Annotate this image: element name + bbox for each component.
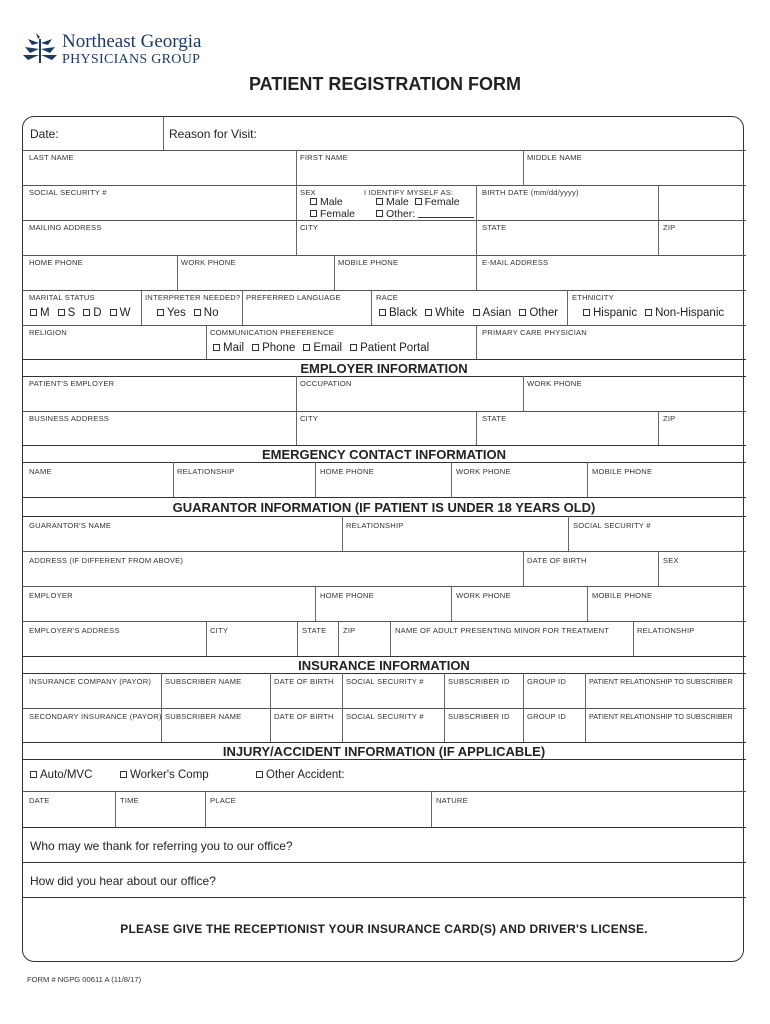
row-divider bbox=[22, 862, 746, 863]
business-address-field[interactable]: BUSINESS ADDRESS bbox=[29, 414, 110, 423]
col-divider bbox=[587, 462, 588, 497]
guarantor-ssn-field[interactable]: SOCIAL SECURITY # bbox=[573, 521, 651, 530]
date-field[interactable]: Date: bbox=[30, 127, 59, 141]
col-divider bbox=[568, 516, 569, 551]
identify-other-option[interactable]: Other: bbox=[376, 208, 474, 220]
col-divider bbox=[206, 621, 207, 656]
marital-status-label: MARITAL STATUS bbox=[29, 293, 95, 302]
col-divider bbox=[431, 791, 432, 827]
primary-care-field[interactable]: PRIMARY CARE PHYSICIAN bbox=[482, 328, 587, 337]
ethnicity-options[interactable]: Hispanic Non-Hispanic bbox=[583, 307, 724, 319]
col-divider bbox=[115, 791, 116, 827]
row-divider bbox=[22, 462, 746, 463]
col-divider bbox=[141, 290, 142, 325]
injury-option-workers-comp[interactable]: Worker's Comp bbox=[120, 769, 209, 781]
col-divider bbox=[315, 586, 316, 621]
injury-nature-field[interactable]: NATURE bbox=[436, 796, 468, 805]
row-divider bbox=[22, 376, 746, 377]
group-id-field[interactable]: GROUP ID bbox=[527, 677, 567, 686]
col-divider bbox=[163, 117, 164, 150]
hear-about-question[interactable]: How did you hear about our office? bbox=[30, 874, 216, 888]
zip-field[interactable]: ZIP bbox=[663, 223, 676, 232]
col-divider bbox=[242, 290, 243, 325]
col-divider bbox=[476, 325, 477, 359]
subscriber-ssn-field[interactable]: SOCIAL SECURITY # bbox=[346, 677, 424, 686]
col-divider bbox=[338, 621, 339, 656]
logo-subtitle: PHYSICIANS GROUP bbox=[62, 52, 201, 67]
col-divider bbox=[476, 255, 477, 290]
preferred-language-field[interactable]: PREFERRED LANGUAGE bbox=[246, 293, 341, 302]
guarantor-section-title: GUARANTOR INFORMATION (IF PATIENT IS UNDER 18 YEARS OLD) bbox=[172, 500, 596, 515]
col-divider bbox=[342, 516, 343, 551]
adult-presenting-field[interactable]: NAME OF ADULT PRESENTING MINOR FOR TREATMENT bbox=[395, 626, 610, 635]
col-divider bbox=[297, 621, 298, 656]
patients-employer-field[interactable]: PATIENT'S EMPLOYER bbox=[29, 379, 115, 388]
religion-field[interactable]: RELIGION bbox=[29, 328, 67, 337]
emergency-work-phone-field[interactable]: WORK PHONE bbox=[456, 467, 511, 476]
col-divider bbox=[658, 551, 659, 586]
work-phone-field[interactable]: WORK PHONE bbox=[181, 258, 236, 267]
col-divider bbox=[296, 150, 297, 255]
identify-options[interactable]: Male Female bbox=[376, 196, 460, 208]
guarantor-dob-field[interactable]: DATE OF BIRTH bbox=[527, 556, 587, 565]
form-number: FORM # NGPG 00611 A (11/8/17) bbox=[27, 975, 142, 984]
row-divider bbox=[22, 621, 746, 622]
insurance-section-title: INSURANCE INFORMATION bbox=[298, 658, 470, 673]
state-field[interactable]: STATE bbox=[482, 223, 507, 232]
row-divider bbox=[22, 445, 746, 446]
ethnicity-label: ETHNICITY bbox=[572, 293, 614, 302]
guarantor-relationship-field[interactable]: RELATIONSHIP bbox=[346, 521, 404, 530]
row-divider bbox=[22, 759, 746, 760]
email-field[interactable]: E-MAIL ADDRESS bbox=[482, 258, 549, 267]
injury-date-field[interactable]: DATE bbox=[29, 796, 50, 805]
guarantor-sex-field[interactable]: SEX bbox=[663, 556, 679, 565]
col-divider bbox=[633, 621, 634, 656]
row-divider bbox=[22, 411, 746, 412]
birth-date-field[interactable]: BIRTH DATE (mm/dd/yyyy) bbox=[482, 188, 579, 197]
row-divider bbox=[22, 791, 746, 792]
row-divider bbox=[22, 497, 746, 498]
col-divider bbox=[390, 621, 391, 656]
insurance-company-field[interactable]: INSURANCE COMPANY (PAYOR) bbox=[29, 677, 152, 686]
row-divider bbox=[22, 673, 746, 674]
row-divider bbox=[22, 551, 746, 552]
sex-option-female[interactable]: Female bbox=[310, 208, 355, 220]
form-frame bbox=[22, 116, 744, 962]
col-divider bbox=[476, 411, 477, 445]
secondary-subscriber-name-field[interactable]: SUBSCRIBER NAME bbox=[165, 712, 242, 721]
page-title: PATIENT REGISTRATION FORM bbox=[249, 74, 521, 94]
col-divider bbox=[205, 791, 206, 827]
guarantor-zip-field[interactable]: ZIP bbox=[343, 626, 356, 635]
mobile-phone-field[interactable]: MOBILE PHONE bbox=[338, 258, 399, 267]
emergency-relationship-field[interactable]: RELATIONSHIP bbox=[177, 467, 235, 476]
subscriber-dob-field[interactable]: DATE OF BIRTH bbox=[274, 677, 334, 686]
emergency-mobile-phone-field[interactable]: MOBILE PHONE bbox=[592, 467, 653, 476]
sex-label: SEX bbox=[300, 188, 316, 197]
col-divider bbox=[315, 462, 316, 497]
row-divider bbox=[22, 220, 746, 221]
guarantor-city-field[interactable]: CITY bbox=[210, 626, 229, 635]
first-name-field[interactable]: FIRST NAME bbox=[300, 153, 348, 162]
injury-section-title: INJURY/ACCIDENT INFORMATION (IF APPLICABLE) bbox=[222, 744, 546, 759]
interpreter-label: INTERPRETER NEEDED? bbox=[145, 293, 241, 302]
col-divider bbox=[270, 673, 271, 742]
row-divider bbox=[22, 742, 746, 743]
col-divider bbox=[451, 586, 452, 621]
col-divider bbox=[658, 411, 659, 445]
secondary-subscriber-id-field[interactable]: SUBSCRIBER ID bbox=[448, 712, 510, 721]
col-divider bbox=[451, 462, 452, 497]
referral-question[interactable]: Who may we thank for referring you to our office? bbox=[30, 839, 293, 853]
occupation-field[interactable]: OCCUPATION bbox=[300, 379, 352, 388]
injury-place-field[interactable]: PLACE bbox=[210, 796, 236, 805]
row-divider bbox=[22, 150, 746, 151]
injury-option-other[interactable]: Other Accident: bbox=[256, 769, 345, 781]
row-divider bbox=[22, 656, 746, 657]
col-divider bbox=[371, 290, 372, 325]
col-divider bbox=[161, 673, 162, 742]
row-divider bbox=[22, 897, 746, 898]
emergency-section-title: EMERGENCY CONTACT INFORMATION bbox=[261, 447, 507, 462]
col-divider bbox=[523, 673, 524, 742]
injury-time-field[interactable]: TIME bbox=[120, 796, 139, 805]
row-divider bbox=[22, 290, 746, 291]
row-divider bbox=[22, 586, 746, 587]
home-phone-field[interactable]: HOME PHONE bbox=[29, 258, 83, 267]
col-divider bbox=[177, 255, 178, 290]
subscriber-id-field[interactable]: SUBSCRIBER ID bbox=[448, 677, 510, 686]
col-divider bbox=[173, 462, 174, 497]
communication-options[interactable]: Mail Phone Email Patient Portal bbox=[213, 342, 429, 354]
col-divider bbox=[444, 673, 445, 742]
guarantor-work-phone-field[interactable]: WORK PHONE bbox=[456, 591, 511, 600]
col-divider bbox=[523, 376, 524, 411]
communication-label: COMMUNICATION PREFERENCE bbox=[210, 328, 335, 337]
sex-option-male[interactable]: Male bbox=[310, 196, 343, 208]
secondary-group-id-field[interactable]: GROUP ID bbox=[527, 712, 567, 721]
col-divider bbox=[523, 551, 524, 586]
mailing-address-field[interactable]: MAILING ADDRESS bbox=[29, 223, 102, 232]
guarantor-mobile-phone-field[interactable]: MOBILE PHONE bbox=[592, 591, 653, 600]
middle-name-field[interactable]: MIDDLE NAME bbox=[527, 153, 582, 162]
col-divider bbox=[296, 376, 297, 445]
guarantor-state-field[interactable]: STATE bbox=[302, 626, 327, 635]
marital-options[interactable]: M S D W bbox=[30, 307, 130, 319]
guarantor-employer-address-field[interactable]: EMPLOYER'S ADDRESS bbox=[29, 626, 120, 635]
guarantor-employer-field[interactable]: EMPLOYER bbox=[29, 591, 73, 600]
col-divider bbox=[334, 255, 335, 290]
employer-section-title: EMPLOYER INFORMATION bbox=[300, 361, 468, 376]
ssn-field[interactable]: SOCIAL SECURITY # bbox=[29, 188, 107, 197]
interpreter-options[interactable]: Yes No bbox=[157, 307, 218, 319]
employer-zip-field[interactable]: ZIP bbox=[663, 414, 676, 423]
col-divider bbox=[342, 673, 343, 742]
insurance-card-notice: PLEASE GIVE THE RECEPTIONIST YOUR INSURANCE CARD(S) AND DRIVER'S LICENSE. bbox=[120, 922, 648, 936]
row-divider bbox=[22, 827, 746, 828]
identify-label: I IDENTIFY MYSELF AS: bbox=[364, 188, 454, 197]
col-divider bbox=[585, 673, 586, 742]
secondary-dob-field[interactable]: DATE OF BIRTH bbox=[274, 712, 334, 721]
row-divider bbox=[22, 185, 746, 186]
emergency-home-phone-field[interactable]: HOME PHONE bbox=[320, 467, 374, 476]
employer-city-field[interactable]: CITY bbox=[300, 414, 319, 423]
row-divider bbox=[22, 516, 746, 517]
col-divider bbox=[206, 325, 207, 359]
logo-leaf-icon bbox=[22, 33, 58, 65]
reason-for-visit-field[interactable]: Reason for Visit: bbox=[169, 127, 257, 141]
subscriber-name-field[interactable]: SUBSCRIBER NAME bbox=[165, 677, 242, 686]
col-divider bbox=[476, 185, 477, 255]
col-divider bbox=[523, 150, 524, 185]
employer-work-phone-field[interactable]: WORK PHONE bbox=[527, 379, 582, 388]
last-name-field[interactable]: LAST NAME bbox=[29, 153, 74, 162]
guarantor-address-field[interactable]: ADDRESS (IF DIFFERENT FROM ABOVE) bbox=[29, 556, 184, 565]
row-divider bbox=[22, 708, 746, 709]
col-divider bbox=[567, 290, 568, 325]
secondary-ssn-field[interactable]: SOCIAL SECURITY # bbox=[346, 712, 424, 721]
employer-state-field[interactable]: STATE bbox=[482, 414, 507, 423]
subscriber-relationship-field[interactable]: PATIENT RELATIONSHIP TO SUBSCRIBER bbox=[589, 677, 733, 686]
row-divider bbox=[22, 325, 746, 326]
emergency-name-field[interactable]: NAME bbox=[29, 467, 52, 476]
col-divider bbox=[587, 586, 588, 621]
guarantor-home-phone-field[interactable]: HOME PHONE bbox=[320, 591, 374, 600]
race-label: RACE bbox=[376, 293, 398, 302]
row-divider bbox=[22, 255, 746, 256]
race-options[interactable]: Black White Asian Other bbox=[379, 307, 558, 319]
guarantor-name-field[interactable]: GUARANTOR'S NAME bbox=[29, 521, 112, 530]
col-divider bbox=[658, 185, 659, 255]
adult-relationship-field[interactable]: RELATIONSHIP bbox=[637, 626, 695, 635]
row-divider bbox=[22, 359, 746, 360]
secondary-relationship-field[interactable]: PATIENT RELATIONSHIP TO SUBSCRIBER bbox=[589, 712, 733, 721]
secondary-insurance-field[interactable]: SECONDARY INSURANCE (PAYOR) bbox=[29, 712, 162, 721]
injury-option-auto[interactable]: Auto/MVC bbox=[30, 769, 92, 781]
logo-name: Northeast Georgia bbox=[62, 31, 202, 52]
city-field[interactable]: CITY bbox=[300, 223, 319, 232]
